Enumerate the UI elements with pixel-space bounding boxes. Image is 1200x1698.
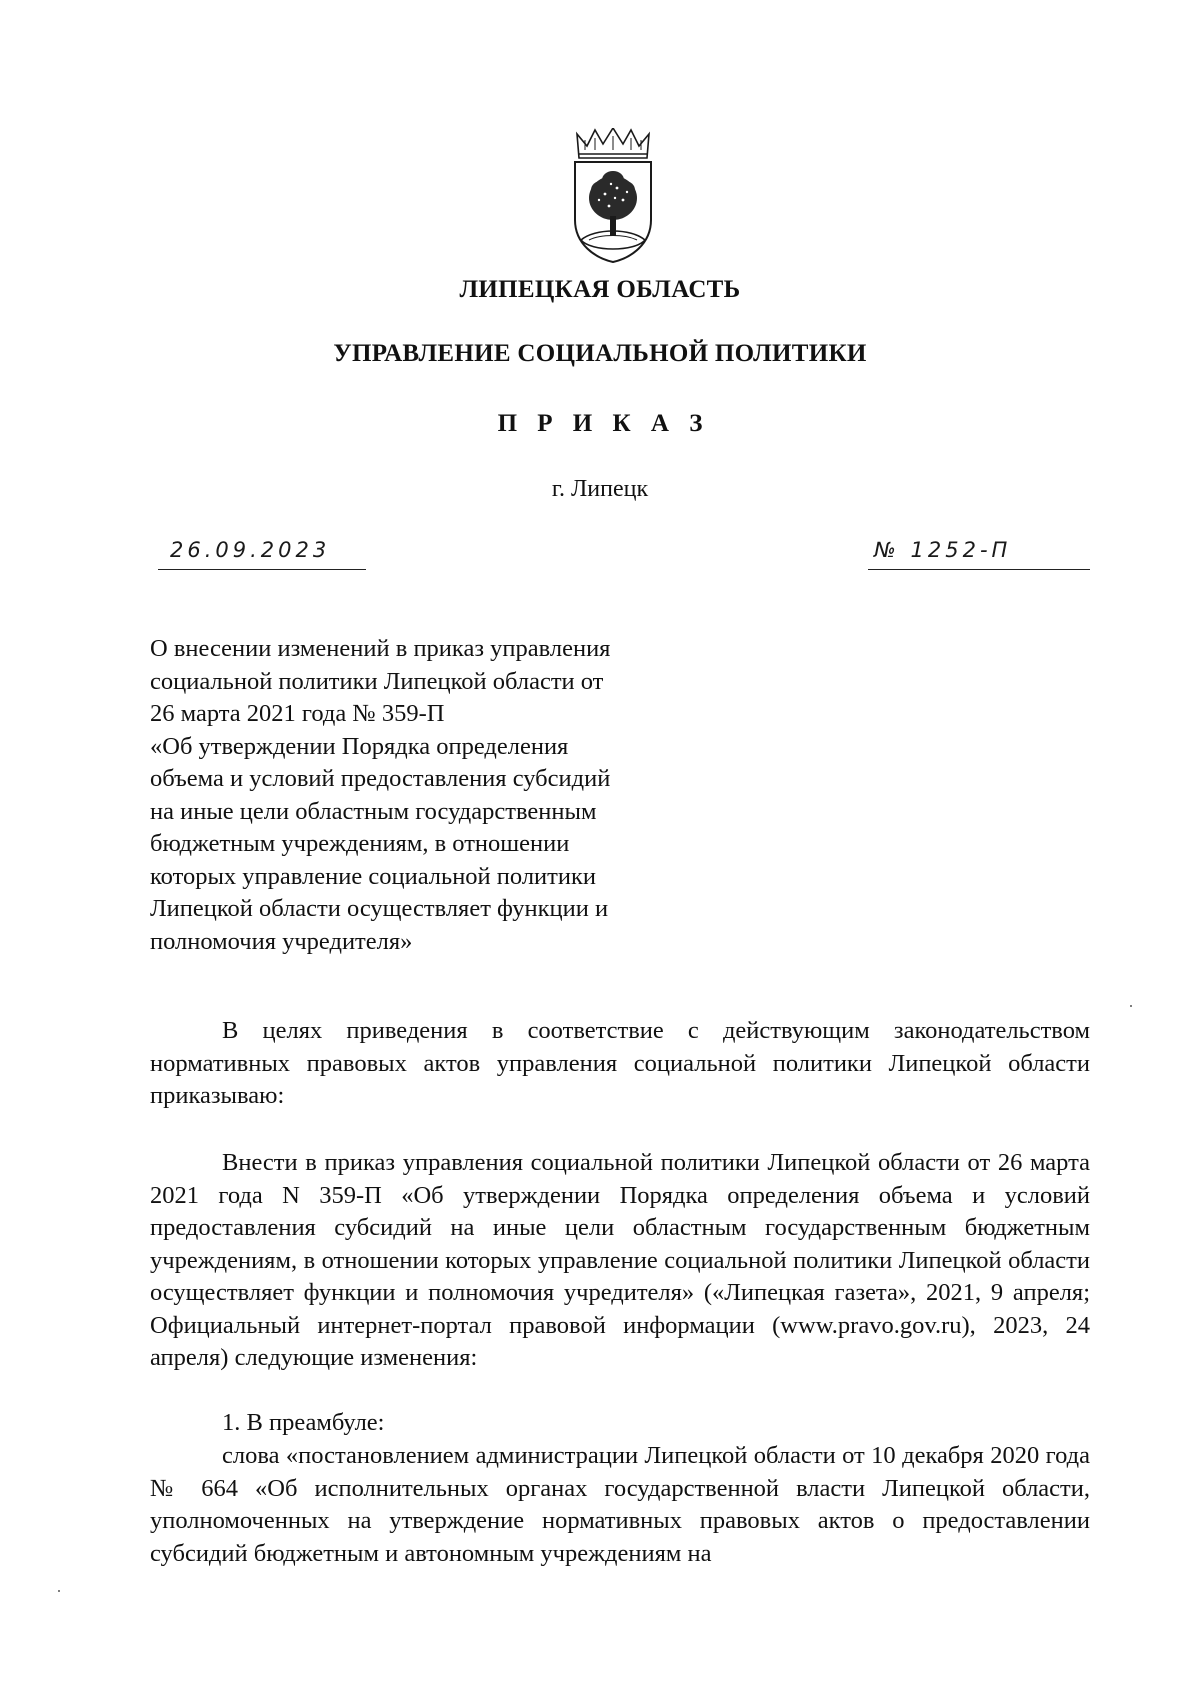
department-heading: УПРАВЛЕНИЕ СОЦИАЛЬНОЙ ПОЛИТИКИ [333,340,867,367]
subject-line: «Об утверждении Порядка определения [150,732,569,760]
document-type-title: П Р И К А З [497,410,710,437]
subject-line: Липецкой области осуществляет функции и [150,895,609,922]
subject-line: социальной политики Липецкой области от [150,667,604,695]
handwritten-number: № 1252-П [868,538,1090,570]
subject-line: полномочия учредителя» [150,927,413,955]
scan-speck [1130,1005,1132,1007]
handwritten-date: 26.09.2023 [158,538,366,570]
region-heading: ЛИПЕЦКАЯ ОБЛАСТЬ [459,276,741,303]
subject-line: бюджетным учреждениям, в отношении [150,830,570,857]
subject-line: которых управление социальной политики [150,862,597,890]
subject-line: на иные цели областным государственным [150,797,597,825]
main-paragraph: Внести в приказ управления социальной политики Липецкой области от 26 марта 2021 года N 359-П «Об утверждении Порядка определения объема и условий предоставления субсидий на иные цели областным государственным бюджетным учреждениям, в отношении которых управление социальной политики Липецкой области осуществляет функции и полномочия учредителя» («Липецкая газета», 2021, 9 апреля; Официальный интернет-портал правовой информации (www.pravo.gov.ru), 2023, 24 апреля) следующие изменения: [150,1149,1090,1371]
preamble-paragraph: В целях приведения в соответствие с действующим законодательством нормативных правовых актов управления социальной политики Липецкой области приказываю: [150,1017,1090,1109]
item-1-paragraph: слова «постановлением администрации Липецкой области от 10 декабря 2020 года № 664 «Об исполнительных органах государственной власти Липецкой области, уполномоченных на утверждение нормативных правовых актов о предоставлении субсидий бюджетным и автономным учреждениям на [150,1442,1090,1567]
subject-line: О внесении изменений в приказ управления [150,635,611,662]
item-1-heading: 1. В преамбуле: [222,1409,385,1436]
subject-line: объема и условий предоставления субсидий [150,765,611,792]
city-label: г. Липецк [551,476,649,502]
scan-speck [58,1590,60,1592]
coat-of-arms-icon [571,128,655,264]
subject-line: 26 марта 2021 года № 359-П [150,700,445,727]
document-subject [150,633,710,958]
